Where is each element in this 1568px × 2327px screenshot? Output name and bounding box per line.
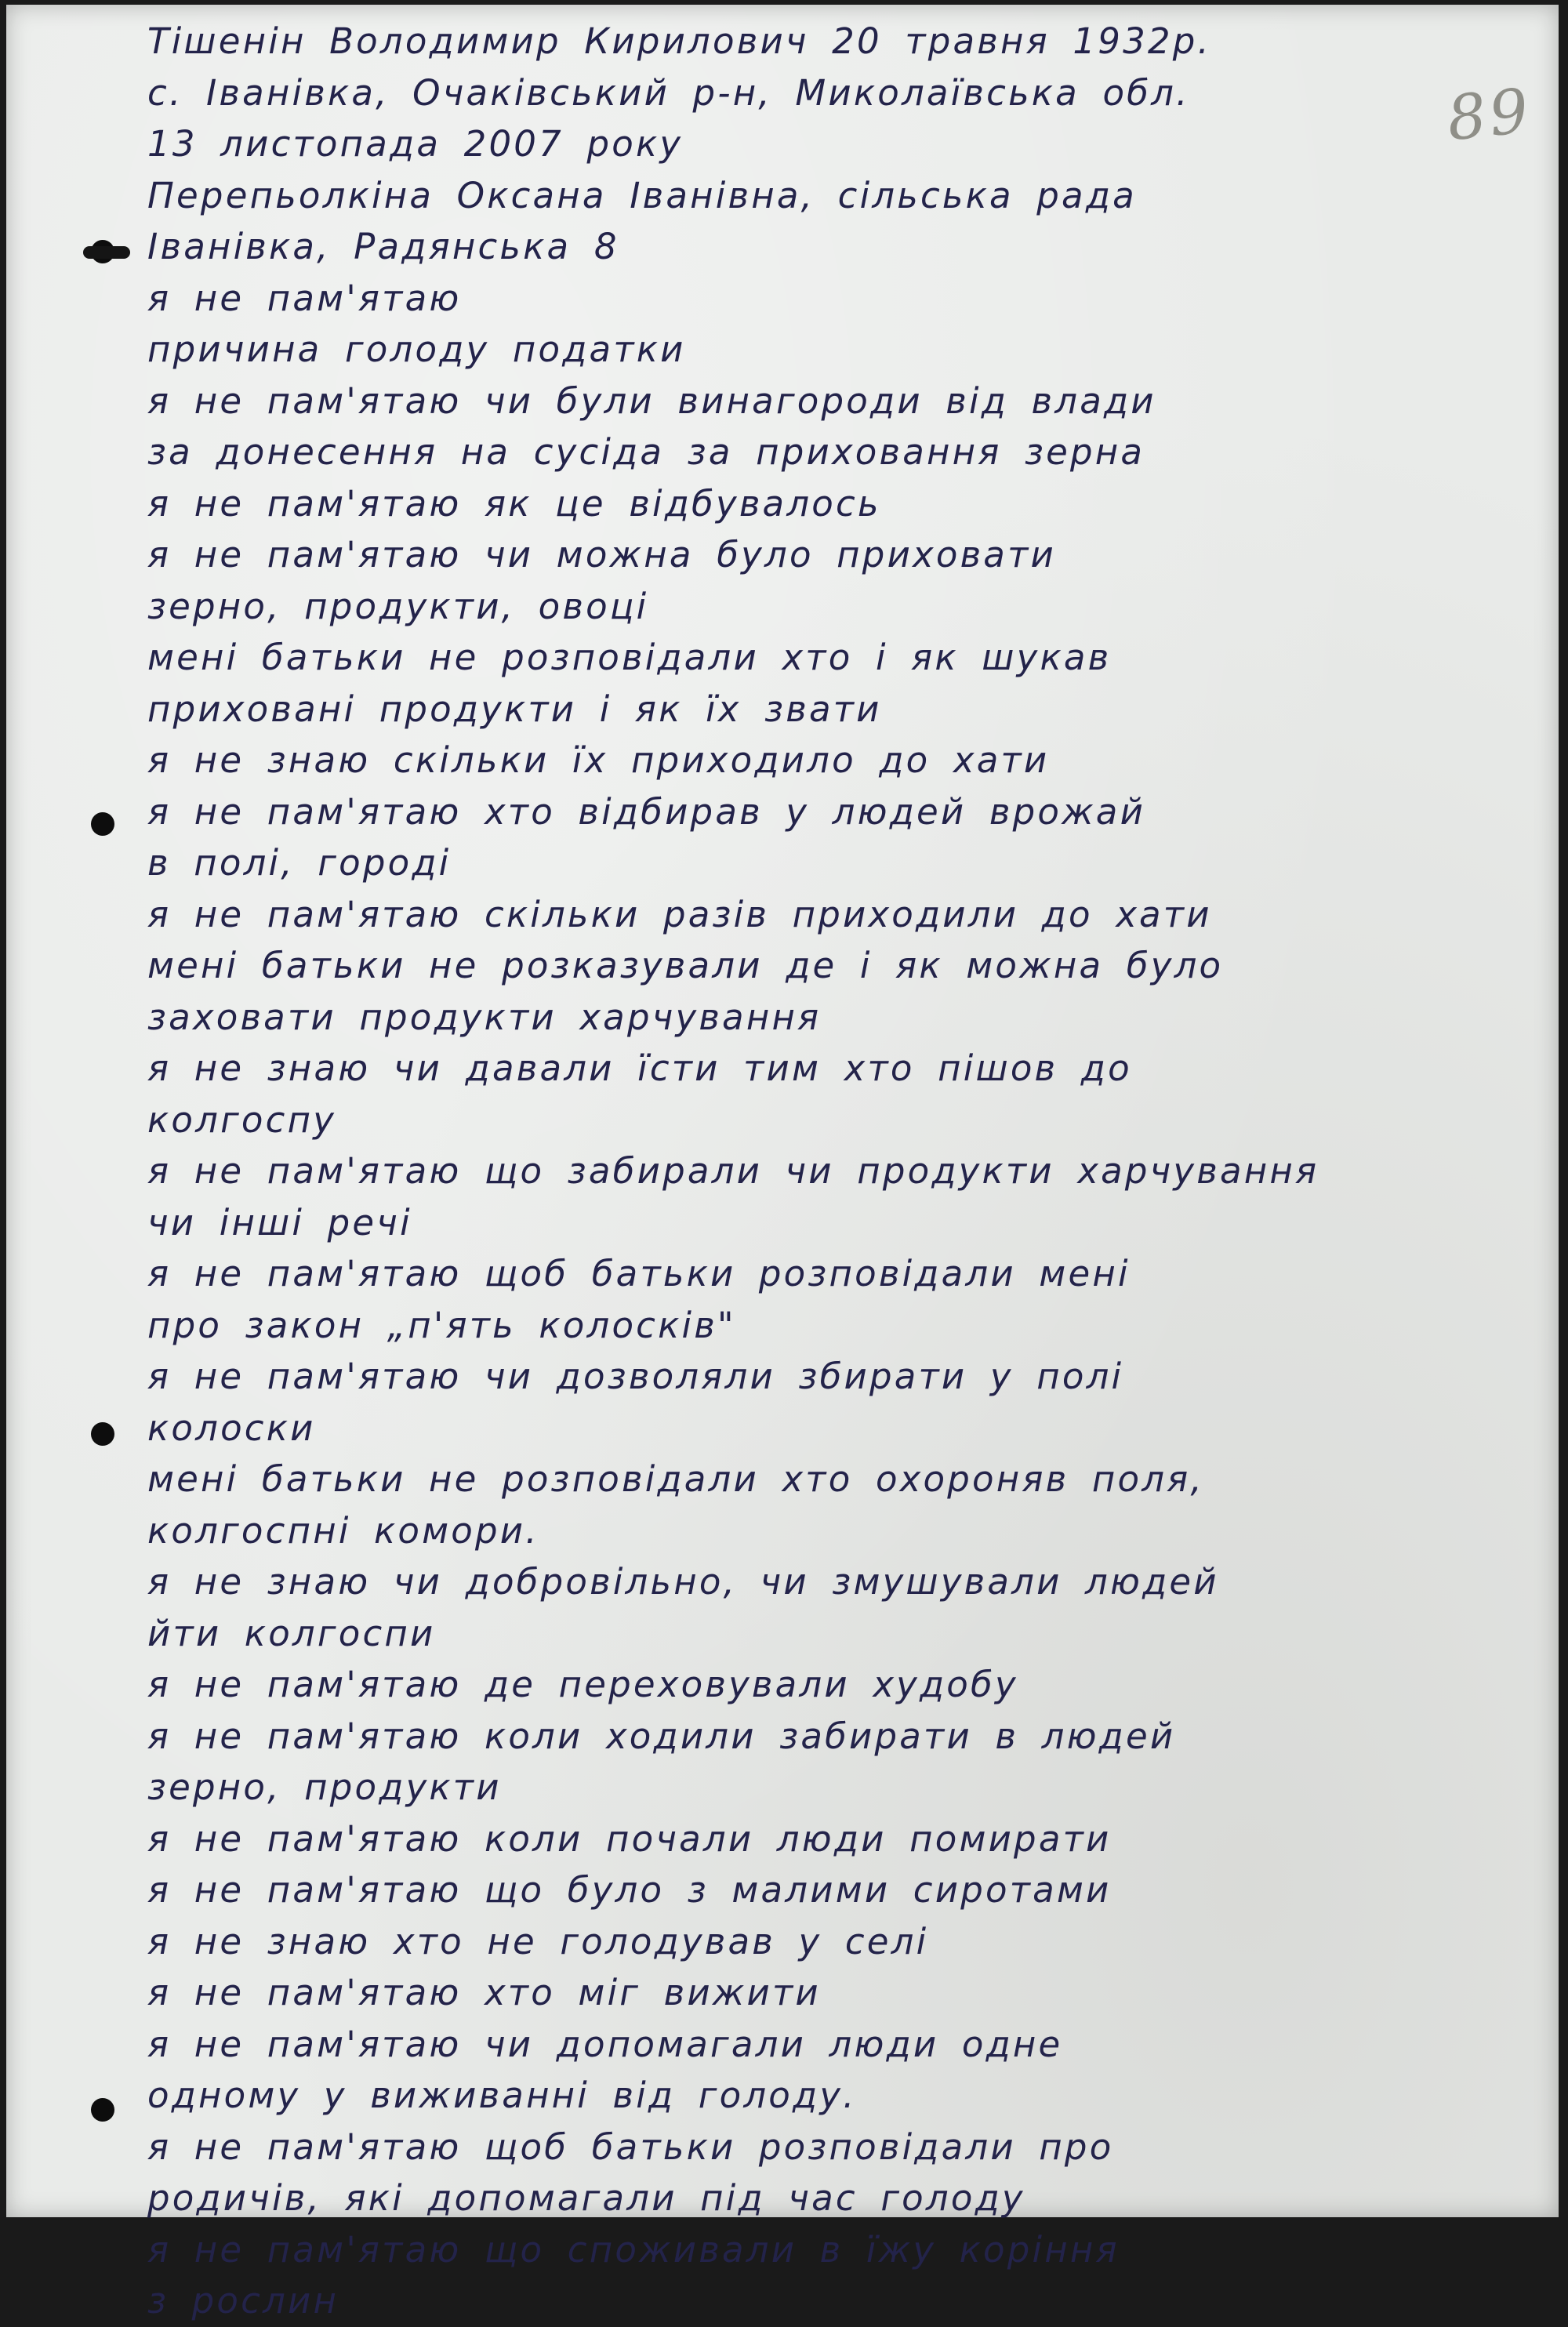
text-line: я не пам'ятаю чи можна було приховати [147, 534, 1056, 575]
text-line: зерно, продукти [147, 1766, 502, 1808]
text-line: я не знаю хто не голодував у селі [147, 1920, 929, 1962]
text-line: з рослин [147, 2280, 339, 2322]
page-number: 89 [1443, 75, 1535, 155]
text-line: мені батьки не розповідали хто охороняв поля, [147, 1458, 1204, 1500]
text-line: колоски [147, 1407, 316, 1449]
text-line: в полі, городі [147, 842, 452, 884]
text-line: Тішенін Володимир Кирилович 20 травня 1932р. [147, 20, 1212, 62]
text-line: я не пам'ятаю що забирали чи продукти харчування [147, 1150, 1319, 1192]
text-line: я не пам'ятаю щоб батьки розповідали мені [147, 1253, 1131, 1294]
text-line: я не пам'ятаю що споживали в їжу коріння [147, 2228, 1120, 2271]
text-line: я не пам'ятаю коли ходили забирати в людей [147, 1715, 1176, 1757]
text-line: йти колгоспи [147, 1612, 436, 1654]
text-line: про закон „п'ять колосків" [147, 1304, 736, 1346]
text-line: с. Іванівка, Очаківський р-н, Миколаївська обл. [147, 71, 1190, 114]
text-line: я не пам'ятаю чи допомагали люди одне [147, 2023, 1063, 2065]
text-line: я не пам'ятаю щоб батьки розповідали про [147, 2126, 1114, 2168]
text-line: я не пам'ятаю де переховували худобу [147, 1664, 1018, 1705]
text-line: я не пам'ятаю чи дозволяли збирати у полі [147, 1356, 1124, 1397]
text-line: я не пам'ятаю хто відбирав у людей врожай [147, 790, 1146, 833]
text-line: колгоспу [147, 1098, 337, 1141]
text-line: я не пам'ятаю як це відбувалось [147, 482, 881, 525]
text-line: я не знаю скільки їх приходило до хати [147, 739, 1050, 781]
binder-hole [91, 1422, 114, 1446]
binder-hole [91, 812, 114, 836]
text-line: я не пам'ятаю чи були винагороди від влади [147, 379, 1156, 422]
text-line: Перепьолкіна Оксана Іванівна, сільська рада [147, 174, 1137, 216]
text-line: Іванівка, Радянська 8 [147, 226, 619, 267]
text-line: я не пам'ятаю скільки разів приходили до хати [147, 893, 1212, 935]
text-line: родичів, які допомагали під час голоду [147, 2177, 1025, 2219]
text-line: причина голоду податки [147, 329, 686, 370]
text-line: я не знаю чи добровільно, чи змушували людей [147, 1561, 1219, 1603]
text-line: я не знаю чи давали їсти тим хто пішов до [147, 1047, 1132, 1089]
text-line: мені батьки не розказували де і як можна було [147, 945, 1224, 986]
text-line: одному у виживанні від голоду. [147, 2075, 857, 2116]
text-line: за донесення на сусіда за приховання зерна [147, 431, 1145, 473]
text-line: зерно, продукти, овоці [147, 585, 649, 627]
binder-mark [83, 246, 130, 259]
text-line: приховані продукти і як їх звати [147, 688, 882, 730]
text-line: я не пам'ятаю [147, 277, 462, 319]
handwritten-text [147, 16, 1551, 2327]
text-line: колгоспні комори. [147, 1509, 539, 1552]
text-line: я не пам'ятаю що було з малими сиротами [147, 1869, 1112, 1911]
text-line: чи інші речі [147, 1201, 412, 1243]
text-line: 13 листопада 2007 року [147, 123, 684, 165]
document-page [6, 5, 1559, 2322]
text-line: я не пам'ятаю коли почали люди помирати [147, 1817, 1112, 1860]
text-line: заховати продукти харчування [147, 996, 822, 1038]
text-line: мені батьки не розповідали хто і як шукав [147, 637, 1112, 678]
binder-hole [91, 2098, 114, 2122]
text-line: я не пам'ятаю хто міг вижити [147, 1972, 821, 2013]
